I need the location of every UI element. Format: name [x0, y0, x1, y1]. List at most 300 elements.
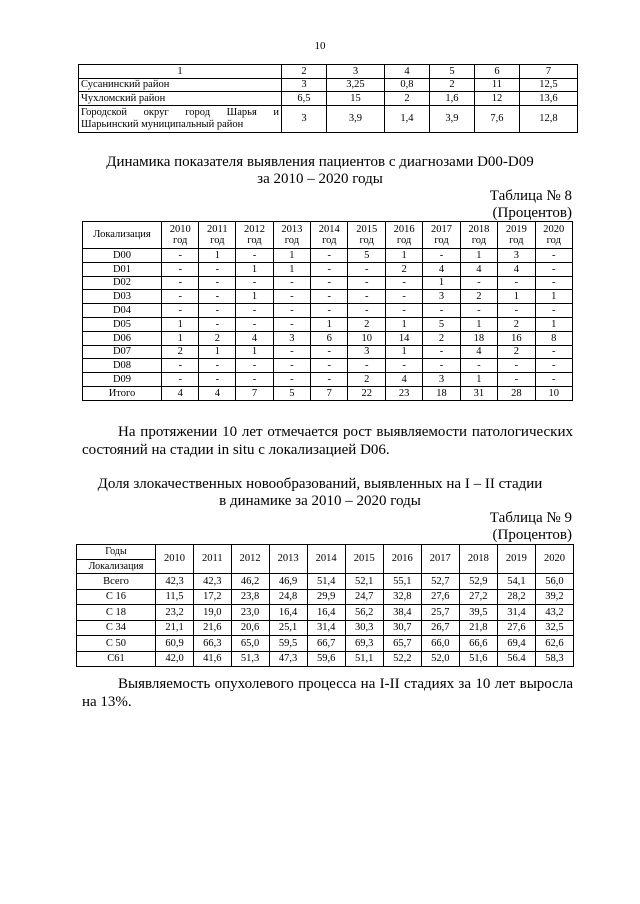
value-cell: 5 [273, 386, 310, 400]
section1-title-line2: за 2010 – 2020 годы [257, 171, 383, 187]
value-cell: 1 [311, 317, 348, 331]
table-header-row [83, 222, 573, 249]
value-cell: 52,1 [345, 574, 383, 590]
year-suffix: год [471, 235, 487, 246]
table-row [79, 105, 578, 132]
value-cell: 4 [236, 331, 273, 345]
table-row [83, 373, 573, 387]
value-cell: - [460, 304, 497, 318]
year-header [199, 222, 236, 249]
section2-title-line1: Доля злокачественных новообразований, выявленных на I – II стадии [97, 476, 543, 492]
value-cell: - [311, 304, 348, 318]
value-cell: - [273, 373, 310, 387]
value-cell: - [423, 345, 460, 359]
value-cell: 60,9 [156, 636, 194, 652]
year-header: 2015 [345, 545, 383, 574]
value-cell: 4 [423, 262, 460, 276]
value-cell: 5 [423, 317, 460, 331]
value-cell: 28 [498, 386, 535, 400]
value-cell: - [498, 276, 535, 290]
value-cell: 21,6 [194, 620, 232, 636]
value-cell: 1 [460, 373, 497, 387]
value-cell: - [311, 276, 348, 290]
value-cell: 58,3 [535, 651, 573, 667]
value-cell: - [535, 345, 572, 359]
year-label: 2010 [169, 223, 191, 235]
value-cell: 25,7 [421, 605, 459, 621]
year-header [423, 222, 460, 249]
value-cell: - [236, 276, 273, 290]
value-cell: 56,2 [345, 605, 383, 621]
value-cell: - [199, 276, 236, 290]
value-cell: 18 [423, 386, 460, 400]
value-cell: - [311, 249, 348, 263]
value-cell: 19,0 [194, 605, 232, 621]
table-row [77, 605, 574, 621]
table-row [83, 262, 573, 276]
year-header: 2010 [156, 545, 194, 574]
value-cell: - [162, 262, 199, 276]
value-cell: 3 [282, 105, 327, 132]
value-cell: - [385, 359, 422, 373]
value-cell: 4 [385, 373, 422, 387]
localization-code: D01 [83, 262, 162, 276]
year-suffix: год [322, 235, 337, 246]
value-cell: - [348, 290, 385, 304]
value-cell: 65,0 [231, 636, 269, 652]
paragraph-stages: Выявляемость опухолевого процесса на I-II стадиях за 10 лет выросла на 13%. [82, 676, 573, 710]
value-cell: 39,2 [535, 589, 573, 605]
value-cell: - [162, 304, 199, 318]
value-cell: 1 [385, 345, 422, 359]
value-cell: 32,5 [535, 620, 573, 636]
value-cell: 1 [460, 317, 497, 331]
localization-header: Локализация [77, 559, 156, 574]
year-header: 2017 [421, 545, 459, 574]
header-cell: 2 [282, 65, 327, 79]
value-cell: 7 [236, 386, 273, 400]
localization-code: С 18 [77, 605, 156, 621]
value-cell: - [162, 290, 199, 304]
year-header [273, 222, 310, 249]
value-cell: 25,1 [269, 620, 307, 636]
year-header: 2013 [269, 545, 307, 574]
value-cell: 24,7 [345, 589, 383, 605]
value-cell: - [348, 304, 385, 318]
value-cell: 41,6 [194, 651, 232, 667]
district-name: Сусанинский район [79, 78, 282, 92]
value-cell: 1,4 [385, 105, 430, 132]
value-cell: 39,5 [459, 605, 497, 621]
table-row [77, 620, 574, 636]
value-cell: 16,4 [269, 605, 307, 621]
value-cell: 1 [460, 249, 497, 263]
localization-code: D03 [83, 290, 162, 304]
table-row [83, 331, 573, 345]
value-cell: 46,9 [269, 574, 307, 590]
value-cell: 15 [326, 92, 384, 106]
value-cell: 2 [348, 317, 385, 331]
value-cell: 38,4 [383, 605, 421, 621]
value-cell: - [273, 317, 310, 331]
year-header: 2014 [307, 545, 345, 574]
value-cell: - [348, 262, 385, 276]
year-header [311, 222, 348, 249]
year-header: 2019 [497, 545, 535, 574]
value-cell: 66,3 [194, 636, 232, 652]
localization-code: С61 [77, 651, 156, 667]
value-cell: 3,25 [326, 78, 384, 92]
value-cell: 1 [385, 249, 422, 263]
year-header: 2016 [383, 545, 421, 574]
year-header [385, 222, 422, 249]
value-cell: - [236, 317, 273, 331]
value-cell: 12 [474, 92, 519, 106]
value-cell: - [236, 249, 273, 263]
value-cell: 10 [348, 331, 385, 345]
value-cell: - [311, 373, 348, 387]
localization-code: D09 [83, 373, 162, 387]
value-cell: - [199, 304, 236, 318]
localization-code: D05 [83, 317, 162, 331]
value-cell: 1 [162, 331, 199, 345]
value-cell: 27,6 [497, 620, 535, 636]
value-cell: 16 [498, 331, 535, 345]
value-cell: - [423, 304, 460, 318]
localization-code: Всего [77, 574, 156, 590]
table9-units: (Процентов) [492, 527, 572, 543]
value-cell: - [348, 276, 385, 290]
value-cell: - [348, 359, 385, 373]
value-cell: 1 [199, 249, 236, 263]
year-suffix: год [210, 235, 225, 246]
table-row [83, 317, 573, 331]
value-cell: 31 [460, 386, 497, 400]
value-cell: 47,3 [269, 651, 307, 667]
table-row [77, 636, 574, 652]
paragraph-in-situ: На протяжении 10 лет отмечается рост выявляемости патологических состояний на стадии in situ с локализацией D06. [82, 424, 573, 458]
value-cell: - [460, 359, 497, 373]
value-cell: 2 [498, 345, 535, 359]
value-cell: 0,8 [385, 78, 430, 92]
value-cell: 12,5 [519, 78, 577, 92]
localization-code: D06 [83, 331, 162, 345]
value-cell: 3 [423, 373, 460, 387]
value-cell: - [199, 373, 236, 387]
value-cell: 52,7 [421, 574, 459, 590]
value-cell: - [535, 304, 572, 318]
localization-code: D07 [83, 345, 162, 359]
value-cell: - [385, 290, 422, 304]
value-cell: 66,6 [459, 636, 497, 652]
value-cell: - [498, 304, 535, 318]
value-cell: 6 [311, 331, 348, 345]
value-cell: 1,6 [429, 92, 474, 106]
value-cell: 7 [311, 386, 348, 400]
value-cell: 66,7 [307, 636, 345, 652]
value-cell: - [162, 359, 199, 373]
district-name: Чухломский район [79, 92, 282, 106]
value-cell: 42,0 [156, 651, 194, 667]
value-cell: - [236, 359, 273, 373]
value-cell: - [535, 276, 572, 290]
value-cell: 1 [199, 345, 236, 359]
year-suffix: год [434, 235, 449, 246]
value-cell: 51,6 [459, 651, 497, 667]
value-cell: 55,1 [383, 574, 421, 590]
year-header [498, 222, 535, 249]
year-suffix: год [284, 235, 300, 246]
value-cell: 42,3 [194, 574, 232, 590]
year-label: 2013 [281, 223, 303, 235]
value-cell: 18 [460, 331, 497, 345]
value-cell: 21,8 [459, 620, 497, 636]
year-label: 2015 [356, 223, 378, 235]
value-cell: - [236, 373, 273, 387]
value-cell: - [162, 276, 199, 290]
year-header [460, 222, 497, 249]
value-cell: 30,7 [383, 620, 421, 636]
value-cell: 32,8 [383, 589, 421, 605]
table-row [83, 249, 573, 263]
header-cell: 6 [474, 65, 519, 79]
value-cell: - [273, 359, 310, 373]
value-cell: 2 [460, 290, 497, 304]
value-cell: 42,3 [156, 574, 194, 590]
year-header [348, 222, 385, 249]
value-cell: - [385, 304, 422, 318]
value-cell: 66,0 [421, 636, 459, 652]
value-cell: 3 [273, 331, 310, 345]
value-cell: 52,2 [383, 651, 421, 667]
value-cell: 1 [236, 345, 273, 359]
section2-title [0, 476, 640, 510]
value-cell: - [162, 373, 199, 387]
value-cell: - [311, 359, 348, 373]
year-suffix: год [396, 235, 412, 246]
value-cell: 69,4 [497, 636, 535, 652]
header-cell: 1 [79, 65, 282, 79]
table-row [79, 92, 578, 106]
value-cell: 7,6 [474, 105, 519, 132]
value-cell: 31,4 [497, 605, 535, 621]
value-cell: - [423, 359, 460, 373]
value-cell: 1 [385, 317, 422, 331]
value-cell: 59,5 [269, 636, 307, 652]
value-cell: 56,0 [535, 574, 573, 590]
year-suffix: год [247, 235, 262, 246]
value-cell: 23,0 [231, 605, 269, 621]
value-cell: - [311, 345, 348, 359]
value-cell: 29,9 [307, 589, 345, 605]
year-header [535, 222, 572, 249]
value-cell: - [423, 249, 460, 263]
value-cell: - [236, 304, 273, 318]
table-row [83, 345, 573, 359]
header-cell: 3 [326, 65, 384, 79]
value-cell: 4 [498, 262, 535, 276]
district-name: Городской округ город Шарья и Шарьинский муниципальный район [79, 105, 282, 132]
table-row [77, 574, 574, 590]
localization-header: Локализация [83, 222, 162, 249]
table-row [77, 651, 574, 667]
table8-number: Таблица № 8 [489, 188, 572, 204]
value-cell: 4 [460, 345, 497, 359]
value-cell: 6,5 [282, 92, 327, 106]
value-cell: 43,2 [535, 605, 573, 621]
value-cell: 4 [162, 386, 199, 400]
year-header [162, 222, 199, 249]
value-cell: 1 [162, 317, 199, 331]
localization-code: С 34 [77, 620, 156, 636]
value-cell: 12,8 [519, 105, 577, 132]
localization-code: D02 [83, 276, 162, 290]
value-cell: 2 [385, 262, 422, 276]
value-cell: 22 [348, 386, 385, 400]
table-header-row [79, 65, 578, 79]
value-cell: 3 [498, 249, 535, 263]
section1-title [0, 154, 640, 188]
value-cell: 28,2 [497, 589, 535, 605]
value-cell: - [273, 345, 310, 359]
value-cell: 10 [535, 386, 572, 400]
localization-code: D00 [83, 249, 162, 263]
value-cell: 1 [273, 262, 310, 276]
value-cell: 2 [429, 78, 474, 92]
value-cell: - [498, 373, 535, 387]
value-cell: - [535, 359, 572, 373]
year-label: 2019 [505, 223, 527, 235]
value-cell: - [199, 359, 236, 373]
value-cell: 51,4 [307, 574, 345, 590]
value-cell: 56.4 [497, 651, 535, 667]
header-cell: 7 [519, 65, 577, 79]
value-cell: 3 [423, 290, 460, 304]
table-row [83, 304, 573, 318]
value-cell: - [199, 290, 236, 304]
value-cell: 2 [423, 331, 460, 345]
value-cell: 2 [498, 317, 535, 331]
year-suffix: год [509, 235, 524, 246]
value-cell: 16,4 [307, 605, 345, 621]
value-cell: - [273, 276, 310, 290]
value-cell: - [199, 262, 236, 276]
year-label: 2020 [543, 223, 565, 235]
value-cell: - [498, 359, 535, 373]
value-cell: - [273, 304, 310, 318]
table-row [77, 589, 574, 605]
value-cell: 52,9 [459, 574, 497, 590]
localization-code: С 50 [77, 636, 156, 652]
value-cell: 8 [535, 331, 572, 345]
year-label: 2016 [393, 223, 415, 235]
value-cell: - [162, 249, 199, 263]
value-cell: 2 [385, 92, 430, 106]
value-cell: 52,0 [421, 651, 459, 667]
year-header: 2018 [459, 545, 497, 574]
year-header [236, 222, 273, 249]
value-cell: 51,1 [345, 651, 383, 667]
value-cell: 1 [273, 249, 310, 263]
value-cell: 5 [348, 249, 385, 263]
table9-caption [490, 510, 572, 544]
table8-caption [490, 188, 572, 222]
value-cell: 65,7 [383, 636, 421, 652]
value-cell: 21,1 [156, 620, 194, 636]
value-cell: - [535, 262, 572, 276]
value-cell: 23,2 [156, 605, 194, 621]
value-cell: 11,5 [156, 589, 194, 605]
value-cell: 14 [385, 331, 422, 345]
value-cell: 3 [348, 345, 385, 359]
value-cell: 51,3 [231, 651, 269, 667]
value-cell: 46,2 [231, 574, 269, 590]
value-cell: 59,6 [307, 651, 345, 667]
localization-code: D08 [83, 359, 162, 373]
year-suffix: год [359, 235, 374, 246]
year-header: 2012 [231, 545, 269, 574]
table-row [79, 78, 578, 92]
value-cell: 4 [460, 262, 497, 276]
year-header: 2020 [535, 545, 573, 574]
value-cell: 1 [535, 290, 572, 304]
value-cell: 1 [236, 290, 273, 304]
value-cell: 2 [162, 345, 199, 359]
value-cell: 20,6 [231, 620, 269, 636]
in-situ-table [82, 221, 573, 401]
value-cell: 31,4 [307, 620, 345, 636]
value-cell: - [199, 317, 236, 331]
value-cell: 23 [385, 386, 422, 400]
value-cell: 3,9 [326, 105, 384, 132]
value-cell: 4 [199, 386, 236, 400]
value-cell: 69,3 [345, 636, 383, 652]
value-cell: 13,6 [519, 92, 577, 106]
value-cell: 27,6 [421, 589, 459, 605]
value-cell: 27,2 [459, 589, 497, 605]
value-cell: 2 [199, 331, 236, 345]
value-cell: 3,9 [429, 105, 474, 132]
table-row [83, 359, 573, 373]
table9-number: Таблица № 9 [489, 510, 572, 526]
year-label: 2017 [431, 223, 452, 235]
value-cell: 1 [535, 317, 572, 331]
value-cell: - [535, 373, 572, 387]
value-cell: - [535, 249, 572, 263]
table-row [83, 276, 573, 290]
year-label: 2011 [207, 223, 228, 235]
value-cell: 3 [282, 78, 327, 92]
value-cell: 62,6 [535, 636, 573, 652]
value-cell: 1 [423, 276, 460, 290]
value-cell: 1 [498, 290, 535, 304]
value-cell: - [273, 290, 310, 304]
section2-title-line2: в динамике за 2010 – 2020 годы [219, 493, 421, 509]
value-cell: 11 [474, 78, 519, 92]
value-cell: 2 [348, 373, 385, 387]
year-label: 2018 [468, 223, 490, 235]
value-cell: 26,7 [421, 620, 459, 636]
value-cell: 17,2 [194, 589, 232, 605]
year-suffix: год [173, 235, 188, 246]
localization-code: С 16 [77, 589, 156, 605]
table-header-row [77, 545, 574, 560]
table8-units: (Процентов) [492, 205, 572, 221]
header-cell: 4 [385, 65, 430, 79]
table-row [83, 290, 573, 304]
stage-share-table [76, 544, 574, 667]
year-label: 2014 [318, 223, 340, 235]
